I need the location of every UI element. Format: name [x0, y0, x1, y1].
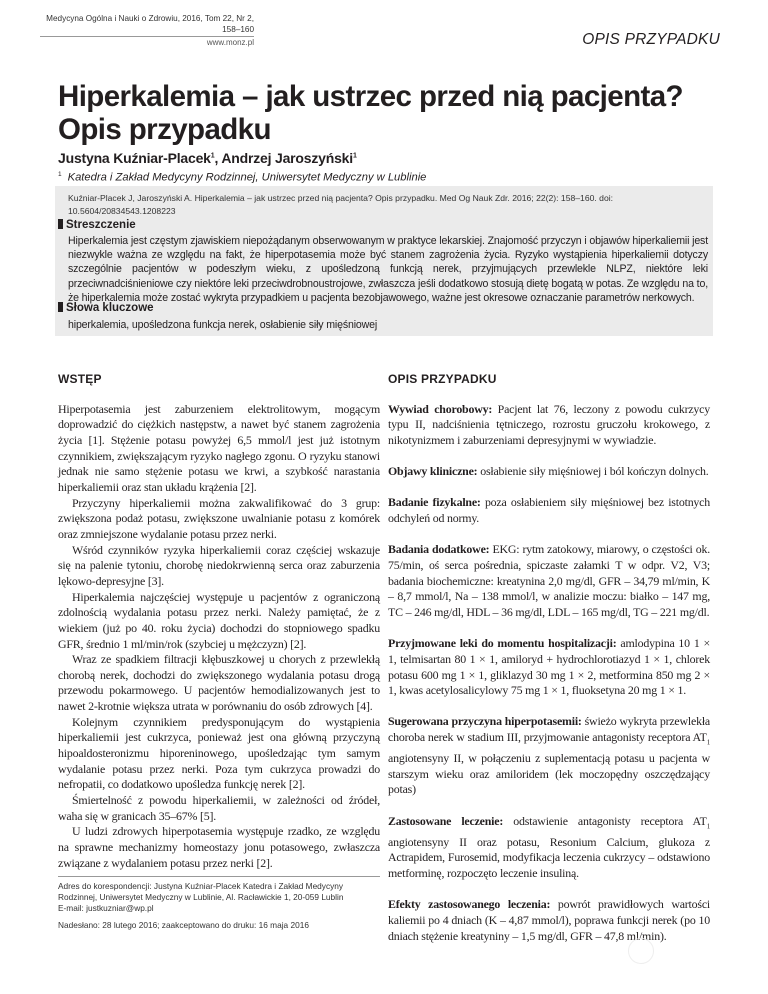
intro-column	[58, 372, 380, 871]
section-text: EKG: rytm zatokowy, miarowy, o częstości ok. 75/min, oś serca pośrednia, spiczaste załamki T w odpr. V2, V3; badania biochemiczne: kreatynina 2,0 mg/dl, GFR – 34,79 ml/min, K – 8,7 mmol/l, Na – 138 mmol/l, w analizie moczu: białko – 147 mg, TC – 246 mg/dl, HDL – 36 mg/dl, LDL – 165 mg/dl, TG – 221 mg/dl.	[388, 542, 710, 619]
subscript: 1	[706, 738, 710, 747]
correspondence-address: Adres do korespondencji: Justyna Kuźniar-Placek Katedra i Zakład Medycyny Rodzinnej, Uniwersytet Medyczny w Lublinie, Al. Racławickie 1, 20-059 Lublin	[58, 881, 344, 903]
case-section-history	[388, 402, 710, 449]
section-text: Pacjent lat 76, leczony z powodu cukrzycy typu II, nadciśnienia tętniczego, rozrostu gruczołu krokowego, z nikotynizmem i zaburzeniami depresyjnymi w wywiadzie.	[388, 401, 710, 447]
section-label: Przyjmowane leki do momentu hospitalizacji:	[388, 636, 617, 651]
article-title: Hiperkalemia – jak ustrzec przed nią pacjenta? Opis przypadku	[58, 80, 683, 146]
intro-paragraph: Wraz ze spadkiem filtracji kłębuszkowej u chorych z przewlekłą chorobą nerek, dochodzi do zwiększonego wydalania potasu drogą przewodu pokarmowego. U pacjentów hemodializowanych jest to nawet 2-krotnie większa utrata w porównaniu do osób zdrowych [4].	[58, 652, 380, 714]
subscript: 1	[706, 822, 710, 831]
section-text: poza osłabieniem siły mięśniowej bez istotnych odchyleń od normy.	[388, 495, 711, 526]
intro-paragraph: U ludzi zdrowych hiperpotasemia występuje rzadko, ze względu na sprawne mechanizmy homeostazy jonu potasowego, zwłaszcza związane z wydalaniem potasu przez nerki [2].	[58, 824, 380, 870]
journal-url[interactable]: www.monz.pl	[206, 38, 254, 47]
case-heading: OPIS PRZYPADKU	[388, 372, 497, 386]
author-name: Andrzej Jaroszyński	[221, 150, 353, 166]
how-to-cite: Kuźniar-Placek J, Jaroszyński A. Hiperkalemia – jak ustrzec przed nią pacjenta? Opis przypadku. Med Og Nauk Zdr. 2016; 22(2): 158–160. doi: 10.5604/20834543.1208223	[68, 193, 614, 216]
affiliation-text: Katedra i Zakład Medycyny Rodzinnej, Uniwersytet Medyczny w Lublinie	[67, 171, 427, 184]
keywords-heading-text: Słowa kluczowe	[66, 302, 154, 314]
journal-header	[40, 13, 254, 48]
section-label: Badanie fizykalne:	[388, 495, 481, 510]
section-label: Efekty zastosowanego leczenia:	[388, 897, 551, 912]
affiliation	[58, 171, 426, 184]
intro-paragraph: Wśród czynników ryzyka hiperkaliemii coraz częściej wskazuje się na palenie tytoniu, chorobę niedokrwienną serca oraz zaburzenia lękowo-depresyjne [3].	[58, 542, 380, 588]
abstract-text: Hiperkalemia jest częstym zjawiskiem niepożądanym obserwowanym w praktyce lekarskiej. Znajomość przyczyn i objawów hiperkaliemii jest niezwykle ważna ze względu na fakt, że hiperpotasemia może być stanem zagrożenia życia. Ryzyko wystąpienia hiperkaliemii dotyczy szczególnie pacjentów w podeszłym wieku, z upośledzoną funkcją nerek, przyjmujących przewlekle NLPZ, niektóre leki przeciwnadciśnieniowe czy niektóre leki przeciwdrobnoustrojowe, zwłaszcza jeśli dodatkowo stosują dietę bogatą w potas. Ze względu na to, że hiperkalemia może zostać wykryta przypadkiem u pacjenta bezobjawowego, ważne jest okresowe oznaczanie parametrów nerkowych.	[68, 235, 708, 304]
correspondence-footnote	[58, 876, 380, 931]
case-section-cause	[388, 714, 710, 798]
received-dates: Nadesłano: 28 lutego 2016; zaakceptowano do druku: 16 maja 2016	[58, 919, 309, 930]
affiliation-number: 1	[58, 171, 62, 178]
case-section-tests	[388, 542, 710, 620]
case-column	[388, 372, 710, 960]
section-text: amlodypina 10 1 × 1, telmisartan 80 1 × 1, amiloryd + hydrochlorotiazyd 1 × 1, chlorek potasu 600 mg 1 × 1, gliklazyd 30 mg 1 × 2, metformina 850 mg 2 × 1, kwas acetylosalicylowy 75 mg 1 × 1, fluoksetyna 20 mg 1 × 1.	[388, 636, 710, 698]
article-type: OPIS PRZYPADKU	[582, 31, 720, 48]
keywords-heading	[58, 302, 154, 314]
correspondence-email[interactable]: E-mail: justkuzniar@wp.pl	[58, 903, 154, 914]
section-text: angiotensyny II oraz potasu, Resonium Calcium, glukoza z Actrapidem, Furosemid, modyfikacja leczenia cukrzycy – odstawiono metforminę, rozpoczęto leczenie insuliną.	[388, 834, 710, 881]
authors: Justyna Kuźniar-Placek$^1$, Andrzej Jaroszyński$^1$	[58, 150, 357, 166]
case-section-symptoms	[388, 464, 710, 480]
author-name: Justyna Kuźniar-Placek	[58, 150, 211, 166]
intro-paragraph: Hiperpotasemia jest zaburzeniem elektrolitowym, mogącym doprowadzić do ciężkich następstw, a nawet być stanem zagrożenia życia [1]. Stężenie potasu powyżej 6,5 mmol/l jest już istotnym czynnikiem, zwiększającym ryzyko nagłego zgonu. O ryzyku stanowi jednak nie samo stężenie potasu we krwi, a szybkość narastania hiperkaliemii oraz stan układu krążenia [2].	[58, 401, 380, 494]
intro-paragraph: Śmiertelność z powodu hiperkaliemii, w zależności od źródeł, waha się w granicach 35–67% [5].	[58, 793, 380, 823]
section-text: powrót prawidłowych wartości kaliemii po 4 dniach (K – 4,87 mmol/l), poprawa funkcji nerek (po 10 dniach stężenie kreatyniny – 1,5 mg/dl, GFR – 47,8 ml/min).	[388, 897, 710, 943]
section-text: odstawienie antagonisty receptora AT	[503, 813, 707, 828]
author-affiliation-mark: 1	[210, 152, 215, 160]
abstract-heading	[58, 219, 136, 231]
section-label: Wywiad chorobowy:	[388, 401, 493, 416]
section-text: angiotensyny II, w połączeniu z suplementacją potasu u pacjenta w starszym wieku oraz amiloridem (lek moczopędny oszczędzający potas)	[388, 751, 710, 797]
case-section-treatment	[388, 814, 710, 882]
keywords-text: hiperkalemia, upośledzona funkcja nerek, osłabienie siły mięśniowej	[68, 319, 378, 331]
section-label: Sugerowana przyczyna hiperpotasemii:	[388, 714, 582, 729]
section-label: Badania dodatkowe:	[388, 542, 490, 557]
journal-citation: Medycyna Ogólna i Nauki o Zdrowiu, 2016, Tom 22, Nr 2, 158–160	[46, 14, 254, 34]
section-text: osłabienie siły mięśniowej i ból kończyn dolnych.	[477, 464, 709, 479]
intro-paragraph: Hiperkalemia najczęściej występuje u pacjentów z ograniczoną zdolnością wydalania potasu przez nerki. Należy pamiętać, że z wiekiem (już po 40. roku życia) dochodzi do stopniowego spadku GFR, średnio 1 ml/min/rok (szybciej u mężczyzn) [2].	[58, 589, 380, 651]
abstract-heading-text: Streszczenie	[66, 219, 136, 231]
intro-heading: WSTĘP	[58, 372, 102, 386]
case-section-medications	[388, 636, 710, 699]
heading-marker-icon	[58, 219, 63, 229]
intro-paragraph: Kolejnym czynnikiem predysponującym do wystąpienia hiperkaliemii jest cukrzyca, ponieważ jest ona główną przyczyną hipoaldosteronizmu hiporeninowego, upośledzając tym samym wydalanie potasu przez nerki. Poza tym cukrzyca prowadzi do nefropatii, co dodatkowo upośledza funkcję nerek [2].	[58, 714, 380, 792]
intro-paragraph: Przyczyny hiperkaliemii można zakwalifikować do 3 grup: zwiększona podaż potasu, zwiększone uwalnianie potasu z komórek oraz zmniejszone wydalanie potasu przez nerki.	[58, 495, 380, 541]
author-affiliation-mark: 1	[352, 152, 357, 160]
case-section-effects	[388, 897, 710, 944]
section-text: świeżo wykryta przewlekła choroba nerek w stadium III, przyjmowanie antagonisty receptora AT	[388, 714, 711, 745]
case-section-exam	[388, 495, 710, 526]
section-label: Objawy kliniczne:	[388, 464, 478, 479]
watermark-icon	[628, 938, 654, 964]
section-label: Zastosowane leczenie:	[388, 813, 504, 828]
heading-marker-icon	[58, 302, 63, 312]
